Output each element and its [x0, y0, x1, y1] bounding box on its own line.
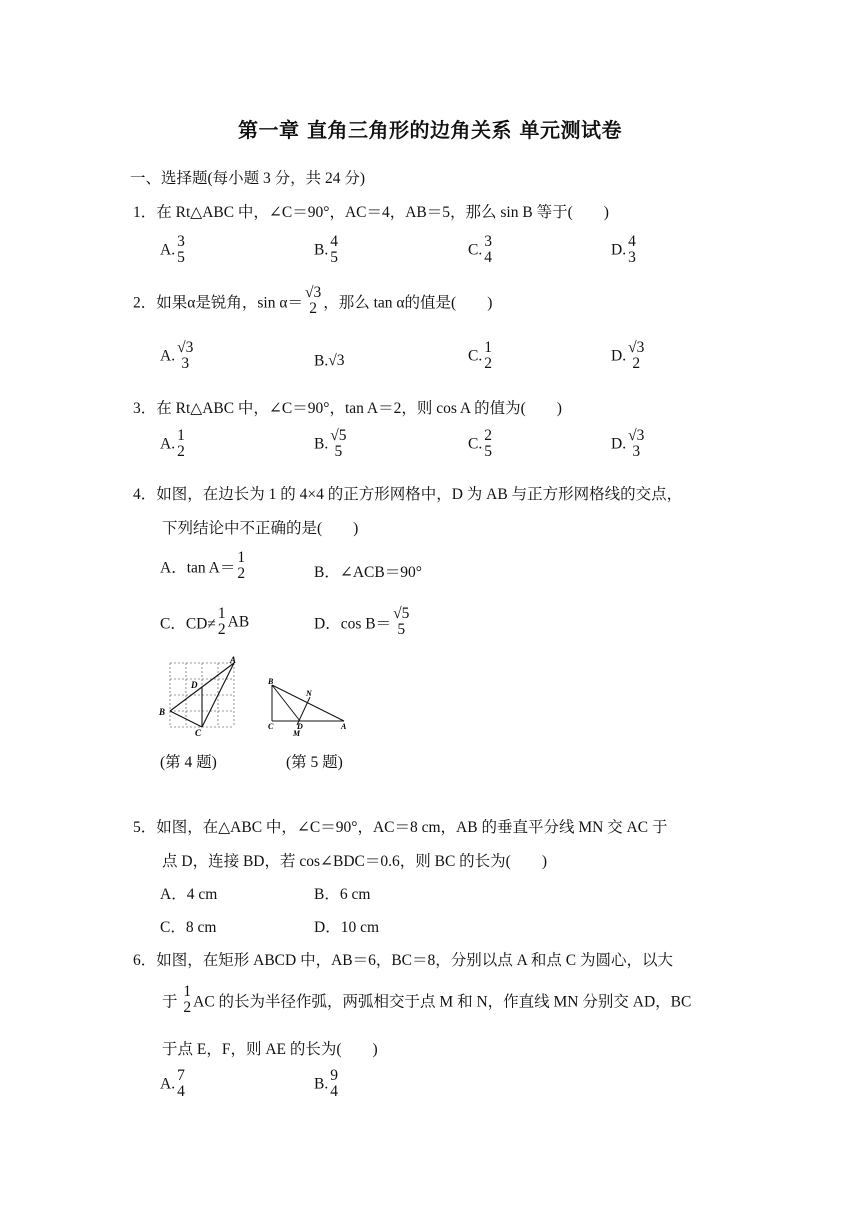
- fraction-denominator: 2: [183, 999, 192, 1017]
- option-b[interactable]: [314, 428, 348, 461]
- point-label-d: D: [191, 680, 198, 690]
- option-d[interactable]: [611, 428, 646, 461]
- option-d[interactable]: [314, 606, 411, 639]
- question-6-stem-line3: 于点 E，F，则 AE 的长为( ): [162, 1041, 378, 1058]
- question-5-stem-line2: 点 D，连接 BD，若 cos∠BDC＝0.6，则 BC 的长为( ): [162, 853, 547, 870]
- fraction-denominator: 4: [484, 249, 492, 267]
- option-label: D.: [611, 435, 627, 453]
- fraction-denominator: 2: [177, 443, 185, 461]
- fraction-denominator: 5: [484, 443, 492, 461]
- point-label-n: N: [306, 689, 312, 698]
- fraction-numerator: 3: [177, 233, 185, 250]
- option-a[interactable]: [160, 1068, 187, 1101]
- fraction-numerator: 7: [177, 1067, 185, 1084]
- fraction-numerator: 1: [484, 339, 492, 356]
- option-c[interactable]: [468, 428, 494, 461]
- point-label-b: B: [159, 707, 166, 717]
- fraction-denominator: 3: [181, 355, 190, 373]
- option-label: B.: [314, 241, 329, 259]
- option-label: B.: [314, 435, 329, 453]
- figure-4-caption: (第 4 题): [160, 754, 217, 771]
- fraction-denominator: 2: [484, 355, 492, 373]
- point-label-a: A: [230, 655, 237, 665]
- point-label-b: B: [268, 677, 274, 686]
- point-label-m: M: [293, 729, 301, 738]
- option-label: A.: [160, 241, 176, 259]
- point-label-a: A: [341, 722, 347, 731]
- fraction-numerator: 3: [484, 233, 492, 250]
- fraction-numerator: 4: [628, 233, 636, 250]
- fraction-numerator: 9: [330, 1067, 338, 1084]
- fraction-denominator: 5: [330, 249, 338, 267]
- fraction-denominator: 5: [177, 249, 185, 267]
- fraction-denominator: 2: [217, 621, 226, 639]
- stem-text: 于: [162, 993, 182, 1011]
- option-a[interactable]: [160, 340, 195, 373]
- option-label: B.: [314, 352, 329, 370]
- option-d[interactable]: D．10 cm: [314, 919, 380, 936]
- option-label: C.: [468, 241, 483, 259]
- option-d[interactable]: [611, 234, 638, 267]
- question-5-stem-line1: 5．如图，在△ABC 中，∠C＝90°，AC＝8 cm，AB 的垂直平分线 MN 交 AC 于: [133, 819, 668, 836]
- option-a[interactable]: [160, 550, 247, 583]
- fraction-numerator: 1: [183, 983, 192, 1000]
- fraction-numerator: √5: [393, 605, 410, 622]
- option-label: A.: [160, 1075, 176, 1093]
- option-b[interactable]: B．6 cm: [314, 886, 371, 903]
- option-label: B.: [314, 1075, 329, 1093]
- stem-text: ，那么 tan α的值是( ): [323, 294, 493, 312]
- option-label: C.: [468, 347, 483, 365]
- option-label: C．CD≠: [160, 615, 216, 633]
- option-b[interactable]: [314, 352, 344, 370]
- stem-text: 2．如果α是锐角，sin α＝: [133, 294, 303, 312]
- fraction-denominator: 4: [177, 1083, 185, 1101]
- fraction-numerator: 1: [177, 427, 185, 444]
- fraction-denominator: 2: [632, 355, 641, 373]
- question-4-stem-line2: 下列结论中不正确的是( ): [162, 520, 359, 537]
- fraction-numerator: √3: [304, 284, 322, 301]
- option-label: A.: [160, 435, 176, 453]
- point-label-d: D: [297, 722, 303, 731]
- option-d[interactable]: [611, 340, 646, 373]
- option-label: C.: [468, 435, 483, 453]
- fraction-numerator: √3: [177, 339, 194, 356]
- fraction-denominator: 3: [628, 249, 636, 267]
- fraction-denominator: 3: [632, 443, 641, 461]
- option-c[interactable]: C．8 cm: [160, 919, 217, 936]
- fraction-denominator: 2: [309, 300, 317, 318]
- option-a[interactable]: [160, 234, 187, 267]
- point-label-c: C: [195, 728, 202, 737]
- option-b[interactable]: B．∠ACB＝90°: [314, 564, 422, 581]
- question-4-stem-line1: 4．如图，在边长为 1 的 4×4 的正方形网格中，D 为 AB 与正方形网格线的交点，: [133, 486, 683, 503]
- option-b[interactable]: [314, 1068, 340, 1101]
- page-title: 第一章 直角三角形的边角关系 单元测试卷: [238, 118, 622, 142]
- fraction-numerator: 4: [330, 233, 338, 250]
- fraction-numerator: 1: [237, 549, 246, 566]
- question-2-stem: [133, 285, 492, 318]
- fraction-numerator: √3: [628, 339, 645, 356]
- option-c[interactable]: [468, 234, 494, 267]
- figure-4-grid: [158, 655, 240, 737]
- question-3-stem: 3．在 Rt△ABC 中，∠C＝90°，tan A＝2，则 cos A 的值为( ): [133, 400, 562, 417]
- question-6-stem-line1: 6．如图，在矩形 ABCD 中，AB＝6，BC＝8，分别以点 A 和点 C 为圆心，以大: [133, 952, 673, 969]
- option-c[interactable]: [468, 340, 494, 373]
- fraction-denominator: 5: [334, 443, 343, 461]
- question-6-stem-line2: [162, 984, 691, 1017]
- option-c[interactable]: [160, 606, 249, 639]
- option-label: D.: [611, 241, 627, 259]
- fraction-numerator: √3: [628, 427, 645, 444]
- fraction-denominator: 4: [330, 1083, 338, 1101]
- point-label-c: C: [268, 722, 274, 731]
- option-label: A.: [160, 347, 176, 365]
- fraction-denominator: 5: [397, 621, 406, 639]
- option-text: AB: [227, 613, 250, 631]
- section-header: 一、选择题(每小题 3 分，共 24 分): [130, 170, 366, 187]
- stem-text: AC 的长为半径作弧，两弧相交于点 M 和 N，作直线 MN 分别交 AD，BC: [193, 993, 692, 1011]
- option-a[interactable]: A．4 cm: [160, 886, 218, 903]
- fraction-numerator: 2: [484, 427, 492, 444]
- fraction-numerator: 1: [217, 605, 226, 622]
- option-b[interactable]: [314, 234, 340, 267]
- figure-5-caption: (第 5 题): [286, 754, 343, 771]
- option-value: √3: [328, 352, 345, 369]
- fraction-numerator: √5: [330, 427, 347, 444]
- option-label: D．cos B＝: [314, 615, 392, 633]
- question-1-stem: 1．在 Rt△ABC 中，∠C＝90°，AC＝4，AB＝5，那么 sin B 等于( ): [133, 204, 609, 221]
- option-label: D.: [611, 347, 627, 365]
- option-label: A．tan A＝: [160, 559, 236, 577]
- figure-5-triangle: [262, 675, 354, 739]
- fraction-denominator: 2: [237, 565, 246, 583]
- option-a[interactable]: [160, 428, 187, 461]
